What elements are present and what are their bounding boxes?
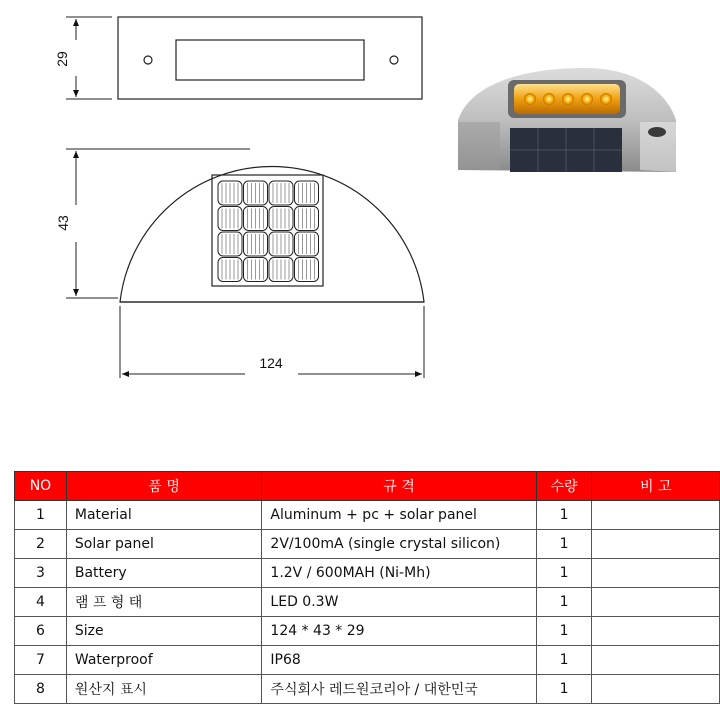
led-light (581, 93, 593, 105)
table-header-row (15, 472, 720, 501)
cell-name: Solar panel (66, 530, 262, 559)
dimension-label-124: 124 (259, 355, 283, 371)
led-light (600, 93, 612, 105)
cell-qty: 1 (536, 646, 592, 675)
cell-no: 7 (15, 646, 67, 675)
cell-qty: 1 (536, 559, 592, 588)
table-row (15, 588, 720, 617)
cell-spec: IP68 (262, 646, 536, 675)
cell-note (592, 675, 720, 704)
cell-no: 3 (15, 559, 67, 588)
table-row (15, 646, 720, 675)
cell-qty: 1 (536, 675, 592, 704)
cell-no: 6 (15, 617, 67, 646)
cell-no: 1 (15, 501, 67, 530)
header-qty: 수량 (536, 472, 592, 501)
cell-spec: 2V/100mA (single crystal silicon) (262, 530, 536, 559)
cell-name: Size (66, 617, 262, 646)
table-row (15, 617, 720, 646)
table-row (15, 675, 720, 704)
cell-spec: LED 0.3W (262, 588, 536, 617)
dimension-label-43: 43 (55, 215, 71, 231)
cell-qty: 1 (536, 530, 592, 559)
product-photo (458, 68, 676, 172)
cell-qty: 1 (536, 588, 592, 617)
cell-name: 원산지 표시 (66, 675, 262, 704)
cell-spec: 주식회사 레드원코리아 / 대한민국 (262, 675, 536, 704)
solar-panel-drawing (212, 175, 323, 286)
led-light (543, 93, 555, 105)
dimension-label-29: 29 (54, 51, 70, 67)
cell-name: Waterproof (66, 646, 262, 675)
header-name: 품 명 (66, 472, 262, 501)
table-row (15, 501, 720, 530)
header-no: NO (15, 472, 67, 501)
cell-name: Battery (66, 559, 262, 588)
cell-note (592, 530, 720, 559)
cell-qty: 1 (536, 501, 592, 530)
header-spec: 규 격 (262, 472, 536, 501)
cell-note (592, 501, 720, 530)
dimension-line-29 (66, 17, 112, 99)
spec-table (14, 471, 720, 704)
table-row (15, 530, 720, 559)
cell-note (592, 588, 720, 617)
cell-spec: 124 * 43 * 29 (262, 617, 536, 646)
led-light (562, 93, 574, 105)
cell-name: Material (66, 501, 262, 530)
cell-spec: Aluminum + pc + solar panel (262, 501, 536, 530)
dimension-line-43 (66, 149, 250, 298)
cell-no: 8 (15, 675, 67, 704)
cell-name: 램 프 형 태 (66, 588, 262, 617)
cell-note (592, 646, 720, 675)
cell-no: 4 (15, 588, 67, 617)
top-view (118, 17, 422, 99)
header-note: 비 고 (592, 472, 720, 501)
cell-spec: 1.2V / 600MAH (Ni-Mh) (262, 559, 536, 588)
cell-note (592, 617, 720, 646)
side-view (120, 166, 424, 302)
table-row (15, 559, 720, 588)
cell-no: 2 (15, 530, 67, 559)
cell-note (592, 559, 720, 588)
cell-qty: 1 (536, 617, 592, 646)
led-light (524, 93, 536, 105)
